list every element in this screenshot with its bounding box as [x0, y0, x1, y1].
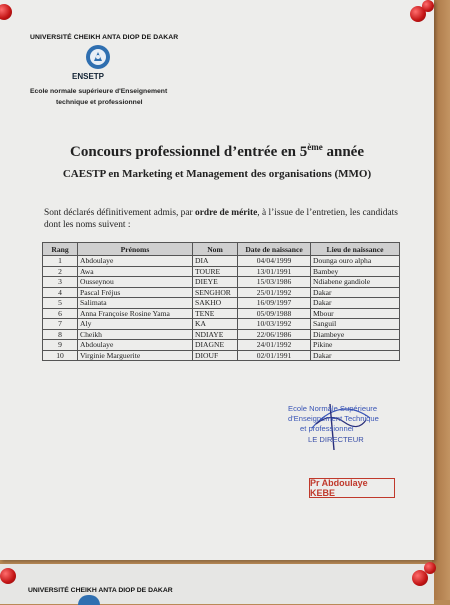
cell-prenoms: Ousseynou [78, 277, 193, 288]
cell-lieu: Sanguil [311, 319, 400, 330]
cell-date: 13/01/1991 [238, 266, 311, 277]
cell-nom: DIA [193, 256, 238, 267]
school-name-line1: Ecole normale supérieure d'Enseignement [30, 88, 168, 95]
intro-bold: ordre de mérite [195, 208, 258, 218]
stamp-line4: LE DIRECTEUR [308, 435, 364, 444]
table-row [43, 298, 400, 309]
table-row [43, 329, 400, 340]
header-lieu: Lieu de naissance [311, 243, 400, 256]
table-row [43, 308, 400, 319]
cell-rang: 5 [43, 298, 78, 309]
table-row [43, 277, 400, 288]
cell-lieu: Diambeye [311, 329, 400, 340]
cell-lieu: Dakar [311, 298, 400, 309]
second-sheet [0, 564, 434, 604]
cell-date: 02/01/1991 [238, 350, 311, 361]
stamp-line1: Ecole Normale Supérieure [288, 404, 378, 413]
cell-date: 24/01/1992 [238, 340, 311, 351]
school-name-line2: technique et professionnel [56, 99, 143, 106]
header-rang: Rang [43, 243, 78, 256]
cell-rang: 10 [43, 350, 78, 361]
cell-prenoms: Virginie Marguerite [78, 350, 193, 361]
cell-date: 22/06/1986 [238, 329, 311, 340]
title-superscript: ème [307, 142, 323, 152]
cell-nom: DIAGNE [193, 340, 238, 351]
table-row [43, 319, 400, 330]
cell-prenoms: Abdoulaye [78, 340, 193, 351]
pushpin-icon [0, 568, 16, 584]
cell-date: 25/01/1992 [238, 287, 311, 298]
table-row [43, 287, 400, 298]
stamp-line3: et professionnel [300, 424, 354, 433]
cell-date: 15/03/1986 [238, 277, 311, 288]
stamp-line2: d'Enseignement Technique [288, 414, 379, 423]
cell-prenoms: Aly [78, 319, 193, 330]
cell-prenoms: Pascal Fréjus [78, 287, 193, 298]
header-date: Date de naissance [238, 243, 311, 256]
cell-rang: 3 [43, 277, 78, 288]
document-title [0, 142, 434, 161]
results-table [42, 242, 400, 361]
cell-prenoms: Salimata [78, 298, 193, 309]
cell-date: 16/09/1997 [238, 298, 311, 309]
cell-date: 04/04/1999 [238, 256, 311, 267]
table-row [43, 350, 400, 361]
cell-lieu: Dounga ouro alpha [311, 256, 400, 267]
title-end: année [322, 144, 364, 160]
cell-prenoms: Abdoulaye [78, 256, 193, 267]
cell-prenoms: Cheikh [78, 329, 193, 340]
school-acronym: ENSETP [72, 72, 105, 81]
cell-nom: SAKHO [193, 298, 238, 309]
pushpin-icon [424, 562, 436, 574]
cell-lieu: Ndiabene gandiole [311, 277, 400, 288]
header-prenoms: Prénoms [78, 243, 193, 256]
table-row [43, 256, 400, 267]
pushpin-icon [422, 0, 434, 12]
cell-nom: TOURE [193, 266, 238, 277]
cell-lieu: Pikine [311, 340, 400, 351]
intro-paragraph [44, 207, 404, 231]
cell-date: 05/09/1988 [238, 308, 311, 319]
cell-nom: NDIAYE [193, 329, 238, 340]
title-main: Concours professionnel d’entrée en 5 [70, 144, 308, 160]
table-row [43, 266, 400, 277]
cell-date: 10/03/1992 [238, 319, 311, 330]
cell-rang: 1 [43, 256, 78, 267]
intro-before: Sont déclarés définitivement admis, par [44, 208, 195, 218]
cell-lieu: Bambey [311, 266, 400, 277]
ensetp-logo-icon [85, 44, 111, 70]
cell-nom: DIOUF [193, 350, 238, 361]
cell-lieu: Mbour [311, 308, 400, 319]
document-subtitle: CAESTP en Marketing et Management des organisations (MMO) [62, 168, 372, 180]
cell-nom: TENE [193, 308, 238, 319]
cell-rang: 6 [43, 308, 78, 319]
cell-prenoms: Anna Françoise Rosine Yama [78, 308, 193, 319]
table-row [43, 340, 400, 351]
cell-prenoms: Awa [78, 266, 193, 277]
signatory-stamp: Pr Abdoulaye KEBE [309, 478, 395, 498]
intro-after: , à l’issue de l’entretien, les candidats dont les noms suivent : [44, 208, 398, 230]
footer-university-name: UNIVERSITÉ CHEIKH ANTA DIOP DE DAKAR [28, 587, 173, 594]
cell-lieu: Dakar [311, 287, 400, 298]
cell-rang: 4 [43, 287, 78, 298]
cell-nom: KA [193, 319, 238, 330]
header-nom: Nom [193, 243, 238, 256]
cell-rang: 8 [43, 329, 78, 340]
university-name: UNIVERSITÉ CHEIKH ANTA DIOP DE DAKAR [30, 34, 179, 41]
cell-nom: DIEYE [193, 277, 238, 288]
cork-board [432, 0, 450, 600]
cell-rang: 9 [43, 340, 78, 351]
cell-rang: 7 [43, 319, 78, 330]
table-header-row [43, 243, 400, 256]
cell-lieu: Dakar [311, 350, 400, 361]
cell-rang: 2 [43, 266, 78, 277]
cell-nom: SENGHOR [193, 287, 238, 298]
